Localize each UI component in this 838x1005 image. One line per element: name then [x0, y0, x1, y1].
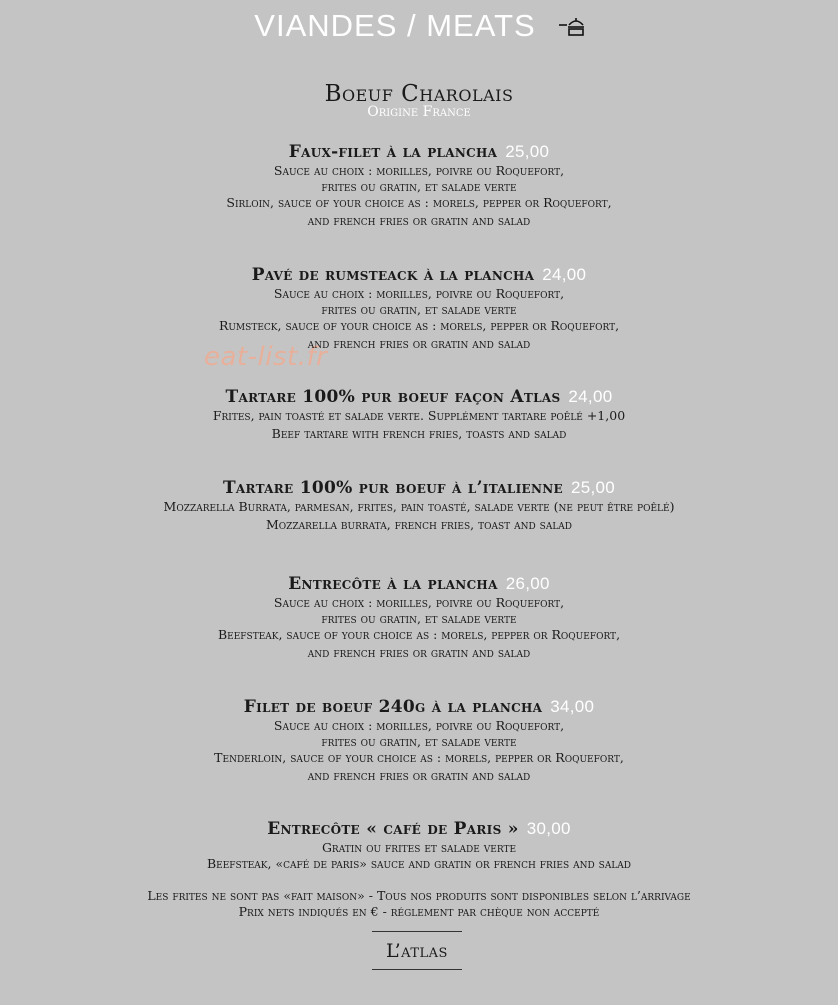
dish-description: Sauce au choix : morilles, poivre ou Roquefort, — [273, 163, 565, 178]
dish-description-en: Beef tartare with french fries, toasts and salad — [271, 426, 567, 441]
dish-price: 30,00 — [526, 819, 571, 838]
menu-item-pave-rumsteack — [0, 264, 838, 352]
dish-description-en: Tenderloin, sauce of your choice as : morels, pepper or Roquefort, — [214, 750, 624, 765]
section-origin: Origine France — [367, 104, 471, 120]
dish-description: Gratin ou frites et salade verte — [321, 840, 517, 855]
footer-note: Les frites ne sont pas «fait maison» - Tous nos produits sont disponibles selon l’arrivage — [147, 888, 691, 903]
restaurant-brand: L’atlas — [372, 931, 462, 970]
dish-price: 26,00 — [505, 574, 550, 593]
dish-price: 24,00 — [568, 387, 613, 406]
menu-item-entrecote-cafe-de-paris — [0, 818, 838, 872]
dish-description: Sauce au choix : morilles, poivre ou Roquefort, — [273, 718, 565, 733]
menu-item-tartare-atlas — [0, 386, 838, 442]
dish-description: Sauce au choix : morilles, poivre ou Roquefort, — [273, 595, 565, 610]
dish-description-en: Rumsteck, sauce of your choice as : morels, pepper or Roquefort, — [218, 318, 620, 333]
dish-description: Sauce au choix : morilles, poivre ou Roquefort, — [273, 286, 565, 301]
dish-name: Tartare 100% pur boeuf à l’italienne — [222, 478, 563, 498]
dish-price: 24,00 — [542, 265, 587, 284]
menu-item-filet-de-boeuf — [0, 696, 838, 784]
dish-price: 34,00 — [550, 697, 595, 716]
section-title: Boeuf Charolais — [324, 81, 514, 107]
dish-description-en: Sirloin, sauce of your choice as : morels, pepper or Roquefort, — [226, 195, 612, 210]
dish-description-en: Beefsteak, «café de paris» sauce and gratin or french fries and salad — [206, 856, 632, 871]
dish-name: Entrecôte « café de Paris » — [267, 819, 519, 839]
dish-description-en: Mozzarella burrata, french fries, toast and salad — [265, 517, 573, 532]
footer-notes — [0, 888, 838, 920]
dish-name: Tartare 100% pur boeuf façon Atlas — [225, 387, 561, 407]
dish-name: Pavé de rumsteack à la plancha — [251, 265, 535, 285]
dish-description-en: and french fries or gratin and salad — [307, 645, 531, 660]
dish-name: Entrecôte à la plancha — [288, 574, 498, 594]
dish-description-en: and french fries or gratin and salad — [307, 768, 531, 783]
footer-note: Prix nets indiqués en € - réglement par chèque non accepté — [238, 904, 600, 919]
menu-item-entrecote — [0, 573, 838, 661]
dish-description-en: Beefsteak, sauce of your choice as : morels, pepper or Roquefort, — [217, 627, 621, 642]
menu-item-faux-filet — [0, 141, 838, 229]
plate-cover-icon — [558, 15, 584, 37]
watermark-text: eat-list.fr — [204, 342, 328, 372]
dish-description: frites ou gratin, et salade verte — [321, 611, 517, 626]
dish-description: Mozzarella Burrata, parmesan, frites, pain toasté, salade verte (ne peut être poêlé) — [163, 499, 675, 514]
dish-description-en: and french fries or gratin and salad — [307, 213, 531, 228]
dish-description-en: and french fries or gratin and salad — [307, 336, 531, 351]
dish-description: Frites, pain toasté et salade verte. Supplément tartare poêlé +1,00 — [212, 408, 626, 423]
dish-description: frites ou gratin, et salade verte — [321, 179, 517, 194]
dish-price: 25,00 — [570, 478, 616, 497]
dish-description: frites ou gratin, et salade verte — [321, 302, 517, 317]
dish-name: Filet de boeuf 240g à la plancha — [243, 697, 543, 717]
dish-description: frites ou gratin, et salade verte — [321, 734, 517, 749]
menu-item-tartare-italienne — [0, 477, 838, 533]
dish-name: Faux-filet à la plancha — [288, 142, 498, 162]
dish-price: 25,00 — [505, 142, 550, 161]
page-title: VIANDES / MEATS — [254, 8, 536, 43]
page-header — [0, 8, 838, 44]
